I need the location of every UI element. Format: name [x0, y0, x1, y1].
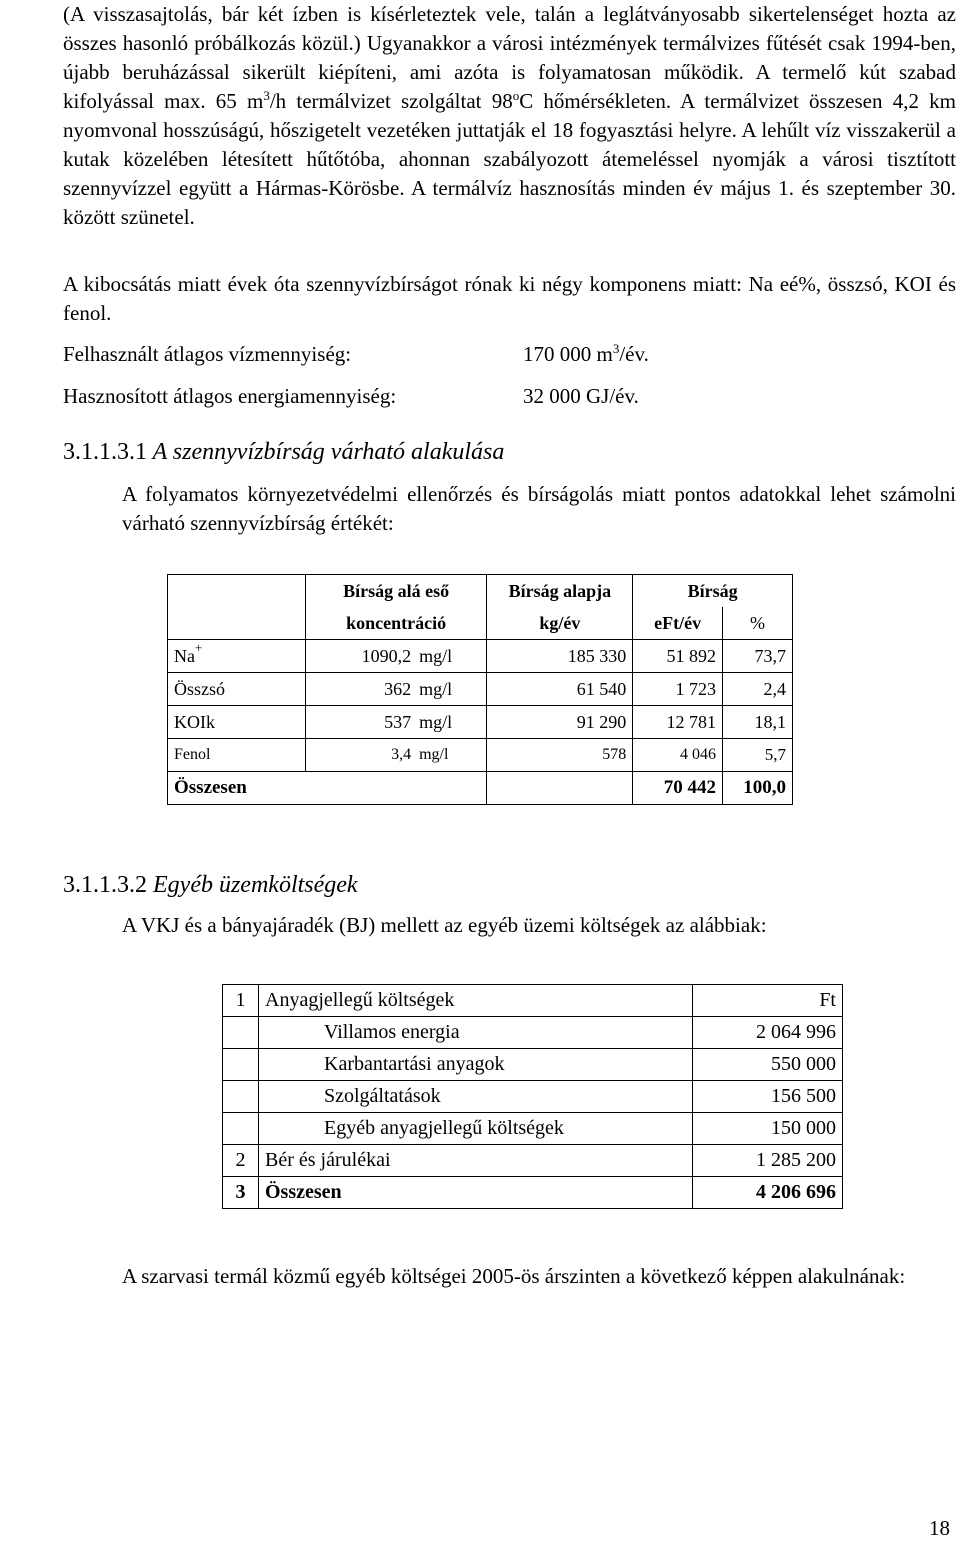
section-2-text: A VKJ és a bányajáradék (BJ) mellett az egyéb üzemi költségek az alábbiak:	[122, 913, 767, 937]
fine-eft-value: 51 892	[633, 640, 723, 673]
component-name: Összsó	[168, 673, 306, 706]
section-number: 3.1.1.3.1	[63, 439, 147, 465]
row-amount: 150 000	[693, 1113, 843, 1145]
table-row	[223, 985, 843, 1017]
row-amount: Ft	[693, 985, 843, 1017]
row-number-empty	[223, 1017, 259, 1049]
intro-text: (A visszasajtolás, bár két ízben is kísérleteztek vele, talán a leglátványosabb sikertelenséget hozta az összes hasonló próbálkozás közül.) Ugyanakkor a városi intézmények termálvizes fűtését csak 1994-ben, újabb beruházással sikerült kiépíteni, ami azóta is folyamatosan működik. A termelő kút szabad kifolyással max. 65 m	[63, 2, 956, 113]
concentration-unit: mg/l	[415, 739, 487, 772]
water-value-number: 170 000 m	[523, 342, 613, 366]
total-pct: 100,0	[723, 772, 793, 805]
table-row	[168, 739, 793, 772]
table-total-row	[223, 1177, 843, 1209]
row-amount: 156 500	[693, 1081, 843, 1113]
table-row	[223, 1049, 843, 1081]
table-total-row	[168, 772, 793, 805]
energy-label: Hasznosított átlagos energiamennyiség:	[63, 384, 397, 408]
table-row	[223, 1017, 843, 1049]
table-row	[168, 673, 793, 706]
row-label: Szolgáltatások	[259, 1081, 693, 1113]
fine-pct-value: 5,7	[723, 739, 793, 772]
row-label: Egyéb anyagjellegű költségek	[259, 1113, 693, 1145]
concentration-unit: mg/l	[415, 706, 487, 739]
total-base-empty	[487, 772, 633, 805]
concentration-value: 1090,2	[305, 640, 415, 673]
row-number: 2	[223, 1145, 259, 1177]
row-label: Villamos energia	[259, 1017, 693, 1049]
superscript: +	[195, 639, 203, 655]
component-name	[168, 640, 306, 673]
table-header-empty	[168, 575, 306, 608]
kibocsatas-paragraph: A kibocsátás miatt évek óta szennyvízbírságot rónak ki négy komponens miatt: Na eé%, összsó, KOI és fenol.	[63, 272, 956, 325]
fine-pct-value: 18,1	[723, 706, 793, 739]
section-title: Egyéb üzemköltségek	[153, 872, 358, 898]
row-amount: 4 206 696	[693, 1177, 843, 1209]
base-value: 91 290	[487, 706, 633, 739]
concentration-value: 537	[305, 706, 415, 739]
row-label: Anyagjellegű költségek	[259, 985, 693, 1017]
row-amount: 550 000	[693, 1049, 843, 1081]
section-heading-2	[63, 870, 358, 900]
row-number: 1	[223, 985, 259, 1017]
section-heading-1	[63, 437, 504, 467]
closing-paragraph: A szarvasi termál közmű egyéb költségei 2005-ös árszinten a következő képpen alakulnának:	[122, 1264, 906, 1288]
intro-text-3: C hőmérsékleten. A termálvizet összesen 4,2 km nyomvonal hosszúságú, hőszigetelt vezetéken juttatják el 18 fogyasztási helyre. A lehűlt víz visszakerül a kutak közelében létesített hűtőtóba, ahonnan szabályozott átemeléssel nyomják a városi tisztított szennyvízzel együtt a Hármas-Körösbe. A termálvíz hasznosítás minden év május 1. és szeptember 30. között szünetel.	[63, 89, 956, 229]
row-label: Karbantartási anyagok	[259, 1049, 693, 1081]
section-title: A szennyvízbírság várható alakulása	[152, 439, 505, 465]
water-value-unit: /év.	[619, 342, 649, 366]
fine-eft-value: 12 781	[633, 706, 723, 739]
row-number-empty	[223, 1049, 259, 1081]
header-fine-pct: %	[723, 607, 793, 640]
fine-eft-value: 4 046	[633, 739, 723, 772]
superscript: 3	[263, 88, 270, 103]
intro-paragraph	[63, 0, 956, 232]
total-eft: 70 442	[633, 772, 723, 805]
header-concentration: Bírság alá eső	[305, 575, 487, 608]
table-row	[168, 706, 793, 739]
fine-pct-value: 2,4	[723, 673, 793, 706]
row-label: Bér és járulékai	[259, 1145, 693, 1177]
concentration-unit: mg/l	[415, 673, 487, 706]
total-label: Összesen	[168, 772, 487, 805]
table-row	[223, 1113, 843, 1145]
component-name: KOIk	[168, 706, 306, 739]
row-number-empty	[223, 1113, 259, 1145]
table-header-empty	[168, 607, 306, 640]
fine-table	[167, 574, 793, 805]
concentration-value: 3,4	[305, 739, 415, 772]
base-value: 185 330	[487, 640, 633, 673]
header-fine-eft: eFt/év	[633, 607, 723, 640]
table-row	[223, 1081, 843, 1113]
header-fine: Bírság	[633, 575, 793, 608]
table-row	[223, 1145, 843, 1177]
component-name: Fenol	[168, 739, 306, 772]
base-value: 61 540	[487, 673, 633, 706]
intro-text-2: /h termálvizet szolgáltat 98	[269, 89, 513, 113]
row-number-empty	[223, 1081, 259, 1113]
energy-value: 32 000 GJ/év.	[523, 384, 639, 408]
row-amount: 2 064 996	[693, 1017, 843, 1049]
page-number: 18	[929, 1516, 950, 1540]
concentration-unit: mg/l	[415, 640, 487, 673]
concentration-value: 362	[305, 673, 415, 706]
header-base-unit: kg/év	[487, 607, 633, 640]
fine-pct-value: 73,7	[723, 640, 793, 673]
section-1-text: A folyamatos környezetvédelmi ellenőrzés és bírságolás miatt pontos adatokkal lehet számolni várható szennyvízbírság értékét:	[122, 482, 956, 535]
superscript: 3	[612, 341, 620, 356]
base-value: 578	[487, 739, 633, 772]
row-number: 3	[223, 1177, 259, 1209]
fine-eft-value: 1 723	[633, 673, 723, 706]
header-base: Bírság alapja	[487, 575, 633, 608]
component-name-text: Na	[174, 645, 195, 666]
section-number: 3.1.1.3.2	[63, 872, 147, 898]
row-label: Összesen	[259, 1177, 693, 1209]
header-concentration-2: koncentráció	[305, 607, 487, 640]
water-value	[523, 340, 649, 369]
superscript: o	[512, 88, 520, 103]
row-amount: 1 285 200	[693, 1145, 843, 1177]
cost-table	[222, 984, 843, 1209]
water-label: Felhasznált átlagos vízmennyiség:	[63, 342, 352, 366]
table-row	[168, 640, 793, 673]
